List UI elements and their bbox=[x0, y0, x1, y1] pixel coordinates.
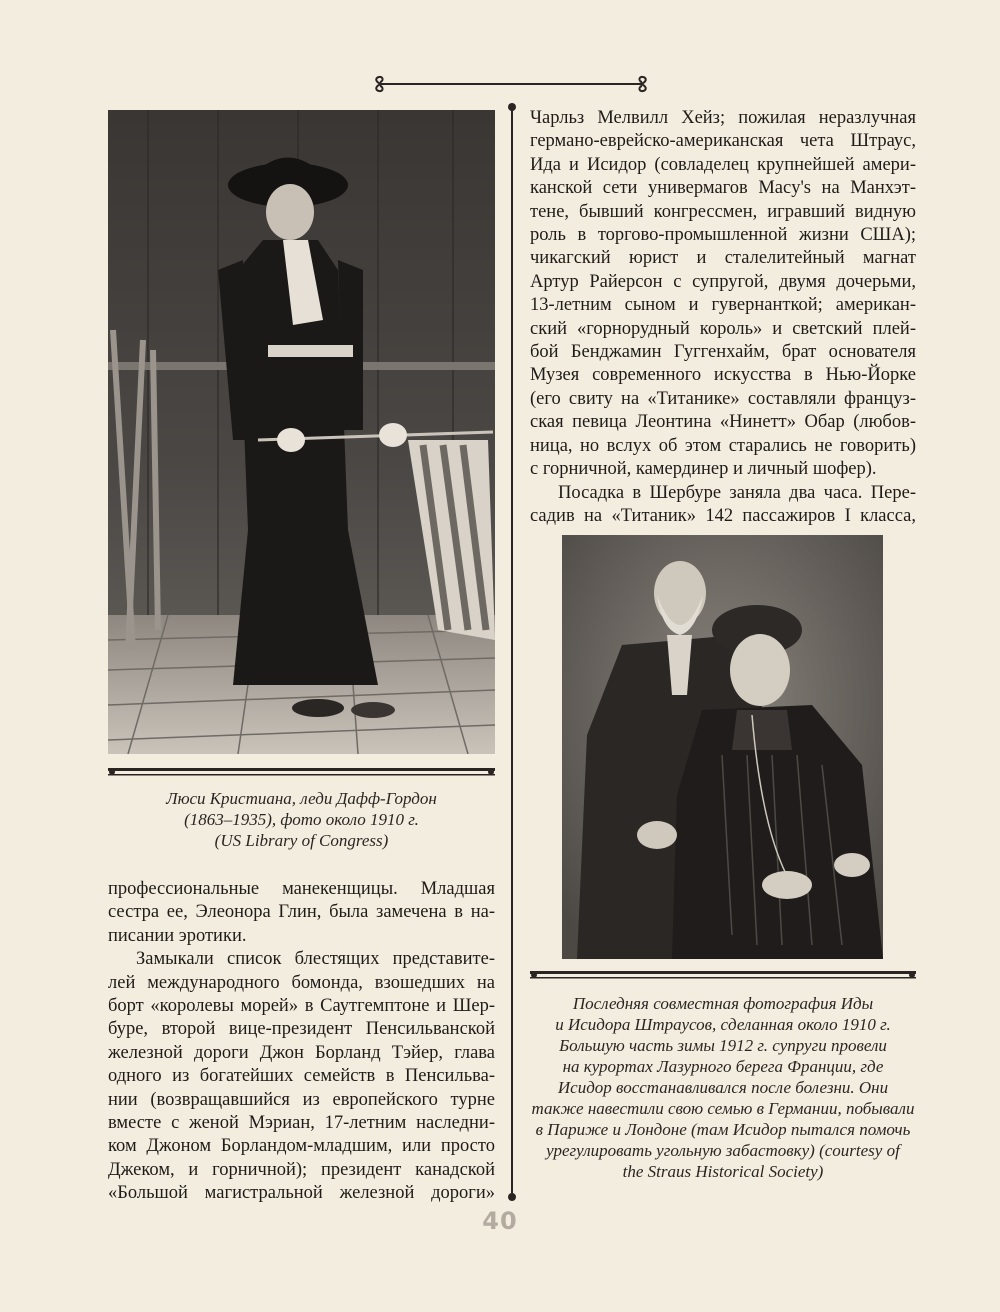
text-line: писании эротики. bbox=[108, 925, 247, 946]
text-line: ская певица Леонтина «Нинетт» Обар (любов- bbox=[530, 412, 916, 433]
text-line: Артур Райерсон с супругой, двумя дочерьми, bbox=[530, 271, 916, 292]
caption-right-line: урегулировать угольную забастовку) (courtesy of bbox=[546, 1141, 900, 1160]
caption-left-line: (1863–1935), фото около 1910 г. bbox=[184, 810, 419, 829]
text-line: канской сети универмагов Macy's на Манхэт- bbox=[530, 178, 916, 199]
left-column-text bbox=[108, 878, 495, 1206]
text-line: буре, второй вице-президент Пенсильванской bbox=[108, 1019, 495, 1040]
text-line: ница, но вслух об этом старались не говорить) bbox=[530, 435, 916, 456]
text-line: ком Джоном Борландом-младшим, или просто bbox=[108, 1136, 495, 1157]
text-line: лей международного бомонда, взошедших на bbox=[108, 972, 495, 993]
caption-right-line: Последняя совместная фотография Иды bbox=[572, 994, 874, 1013]
photo-lady-duff-gordon bbox=[108, 110, 495, 754]
paragraph bbox=[530, 107, 916, 482]
paragraph bbox=[108, 948, 495, 1205]
text-line: ский «горнорудный король» и светский плей- bbox=[530, 318, 916, 339]
caption-rule-right bbox=[530, 968, 916, 982]
top-ornament bbox=[370, 74, 652, 94]
text-line: борт «королевы морей» в Саутгемптоне и Шер- bbox=[108, 996, 495, 1017]
text-line: 13-летним сыном и гувернанткой; американ- bbox=[530, 295, 916, 316]
paragraph bbox=[530, 482, 916, 529]
caption-left bbox=[108, 788, 495, 851]
caption-right-line: также навестили свою семью в Германии, побывали bbox=[531, 1099, 915, 1118]
caption-right-line: в Париже и Лондоне (там Исидор пытался помочь bbox=[535, 1120, 911, 1139]
text-line: Чарльз Мелвилл Хейз; пожилая неразлучная bbox=[530, 108, 916, 128]
caption-right bbox=[522, 993, 924, 1182]
text-line: нии (возвращавшийся из европейского турне bbox=[108, 1089, 495, 1110]
page-number: 40 bbox=[482, 1207, 518, 1235]
caption-left-line: Люси Кристиана, леди Дафф-Гордон bbox=[166, 789, 437, 808]
caption-right-line: Исидор восстанавливался после болезни. Они bbox=[557, 1078, 889, 1097]
photo-ida-isidor-straus bbox=[562, 535, 883, 959]
paragraph bbox=[108, 878, 495, 948]
text-line: сестра ее, Элеонора Глин, была замечена в на- bbox=[108, 902, 495, 923]
text-line: железной дороги Джон Борланд Тэйер, глава bbox=[108, 1042, 495, 1063]
caption-left-line: (US Library of Congress) bbox=[214, 831, 389, 850]
column-divider bbox=[511, 107, 513, 1197]
text-line: вместе с женой Мэриан, 17-летним наследни- bbox=[108, 1113, 495, 1134]
right-column-text bbox=[530, 107, 916, 528]
text-line: профессиональные манекенщицы. Младшая bbox=[108, 879, 495, 899]
text-line: Джеком, и горничной); президент канадской bbox=[108, 1159, 495, 1180]
text-line: Замыкали список блестящих представите- bbox=[136, 949, 495, 970]
text-line: одного из богатейших семейств в Пенсильва- bbox=[108, 1066, 495, 1087]
text-line: с горничной, камердинер и личный шофер). bbox=[530, 459, 877, 480]
text-line: Ида и Исидор (совладелец крупнейшей амери- bbox=[530, 154, 916, 175]
text-line: садив на «Титаник» 142 пассажиров I класса, bbox=[530, 505, 916, 526]
text-line: роль в торгово-промышленной жизни США); bbox=[530, 225, 916, 246]
caption-rule-left bbox=[108, 765, 495, 779]
caption-right-line: Большую часть зимы 1912 г. супруги провели bbox=[559, 1036, 887, 1055]
caption-right-line: на курортах Лазурного берега Франции, где bbox=[562, 1057, 884, 1076]
text-line: (его свиту на «Титанике» составляли француз- bbox=[530, 388, 916, 409]
text-line: Музея современного искусства в Нью-Йорке bbox=[530, 365, 916, 386]
text-line: германо-еврейско-американская чета Штраус, bbox=[530, 131, 916, 152]
text-line: «Большой магистральной железной дороги» bbox=[108, 1183, 495, 1204]
text-line: Посадка в Шербуре заняла два часа. Пере- bbox=[558, 482, 916, 503]
caption-right-line: the Straus Historical Society) bbox=[622, 1162, 824, 1181]
text-line: чикагский юрист и сталелитейный магнат bbox=[530, 248, 916, 269]
caption-right-line: и Исидора Штраусов, сделанная около 1910 г. bbox=[555, 1015, 891, 1034]
text-line: тене, бывший конгрессмен, игравший видную bbox=[530, 201, 916, 222]
text-line: бой Бенджамин Гуггенхайм, брат основателя bbox=[530, 342, 916, 363]
